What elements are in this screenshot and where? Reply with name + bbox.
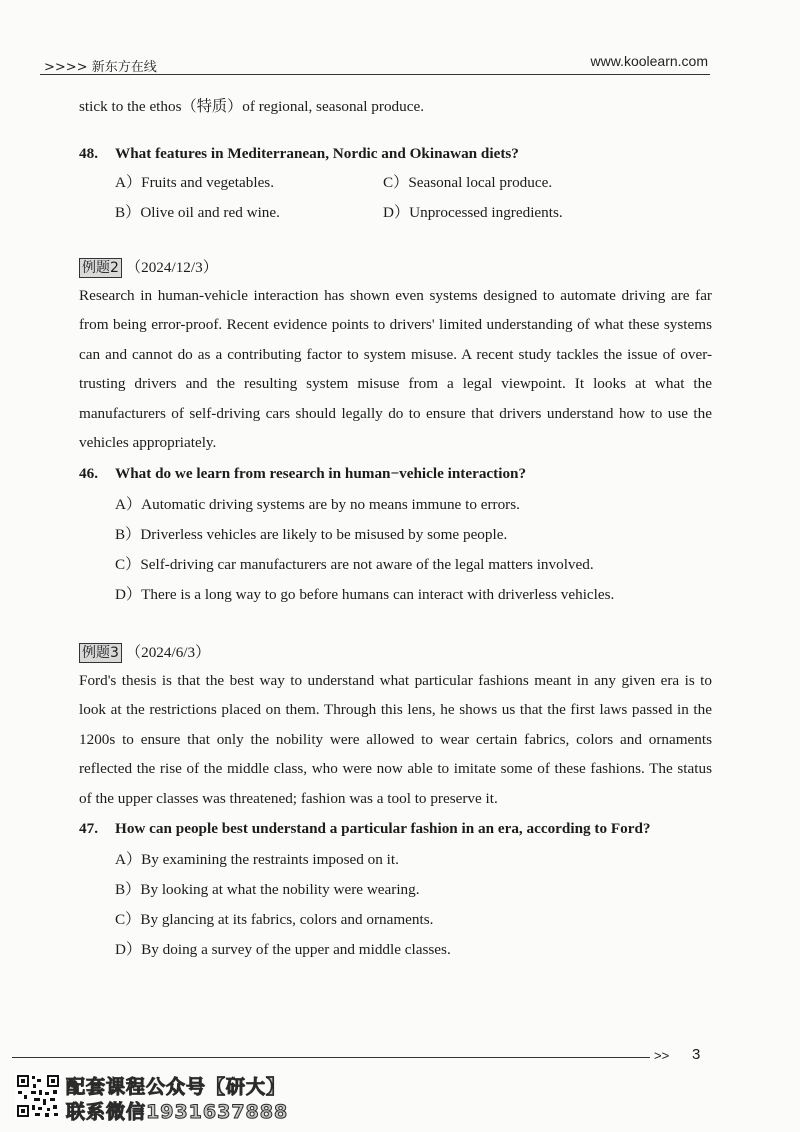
question-48	[79, 142, 712, 166]
option-c: C）Self-driving car manufacturers are not aware of the legal matters involved.	[115, 555, 594, 573]
question-46	[79, 462, 712, 486]
option-d: D）Unprocessed ingredients.	[383, 203, 563, 221]
page-content	[79, 92, 712, 965]
example-date: （2024/12/3）	[125, 258, 218, 276]
example-2-passage: Research in human-vehicle interaction has shown even systems designed to automate driving are far from being error-proof. Recent evidence points to drivers' limited understanding of what these systems can and cannot do as a contributing factor to system misuse. A recent study tackles the issue of over-trusting drivers and the resulting system misuse from a legal viewpoint. It looks at what the manufacturers of self-driving cars should legally do to ensure that drivers understand how to use the vehicles appropriately.	[79, 286, 712, 451]
example-badge: 例题2	[79, 258, 122, 278]
option-d: D）There is a long way to go before humans can interact with driverless vehicles.	[115, 585, 615, 603]
example-2-heading	[79, 255, 712, 281]
promo-line-1: 配套课程公众号【研大】	[66, 1076, 287, 1098]
question-text: How can people best understand a particular fashion in an era, according to Ford?	[115, 820, 651, 837]
header-url[interactable]: www.koolearn.com	[590, 53, 708, 69]
option-a: A）Fruits and vegetables.	[115, 173, 275, 191]
example-3-passage: Ford's thesis is that the best way to understand what particular fashions meant in any given era is to look at the restrictions placed on them. Through this lens, he shows us that the first laws passed in the 1200s to ensure that only the nobility were allowed to wear certain fabrics, colors and ornaments reflected the rise of the middle class, who were now able to imitate some of these fashions. The status of the upper classes was threatened; fashion was a tool to preserve it.	[79, 671, 712, 807]
example-badge: 例题3	[79, 643, 122, 663]
promo-line-2: 联系微信1931637888	[66, 1101, 289, 1123]
intro-line: stick to the ethos（特质）of regional, seasonal produce.	[79, 98, 425, 115]
question-number: 48.	[79, 144, 98, 162]
question-text: What features in Mediterranean, Nordic and Okinawan diets?	[115, 144, 519, 162]
option-c: C）Seasonal local produce.	[383, 173, 553, 191]
option-a: A）By examining the restraints imposed on it.	[115, 851, 399, 868]
header-brand: >>>> 新东方在线	[44, 60, 157, 75]
question-46-options	[115, 490, 712, 610]
question-number: 47.	[79, 820, 98, 837]
question-text: What do we learn from research in human−vehicle interaction?	[115, 464, 527, 482]
question-47-options	[115, 845, 712, 965]
option-c: C）By glancing at its fabrics, colors and ornaments.	[115, 911, 434, 928]
option-b: B）Driverless vehicles are likely to be misused by some people.	[115, 525, 508, 543]
page-number: 3	[692, 1046, 701, 1063]
qr-code-icon[interactable]	[15, 1073, 61, 1119]
footer-divider	[12, 1057, 650, 1058]
example-date: （2024/6/3）	[125, 643, 211, 661]
header-divider	[40, 74, 710, 75]
option-b: B）Olive oil and red wine.	[115, 203, 280, 221]
option-b: B）By looking at what the nobility were wearing.	[115, 881, 420, 898]
question-number: 46.	[79, 464, 98, 482]
question-48-options	[115, 171, 712, 225]
footer-arrow: >>	[654, 1048, 670, 1063]
question-47	[79, 817, 712, 841]
example-3-heading	[79, 640, 712, 666]
option-a: A）Automatic driving systems are by no means immune to errors.	[115, 495, 520, 513]
option-d: D）By doing a survey of the upper and middle classes.	[115, 941, 451, 958]
